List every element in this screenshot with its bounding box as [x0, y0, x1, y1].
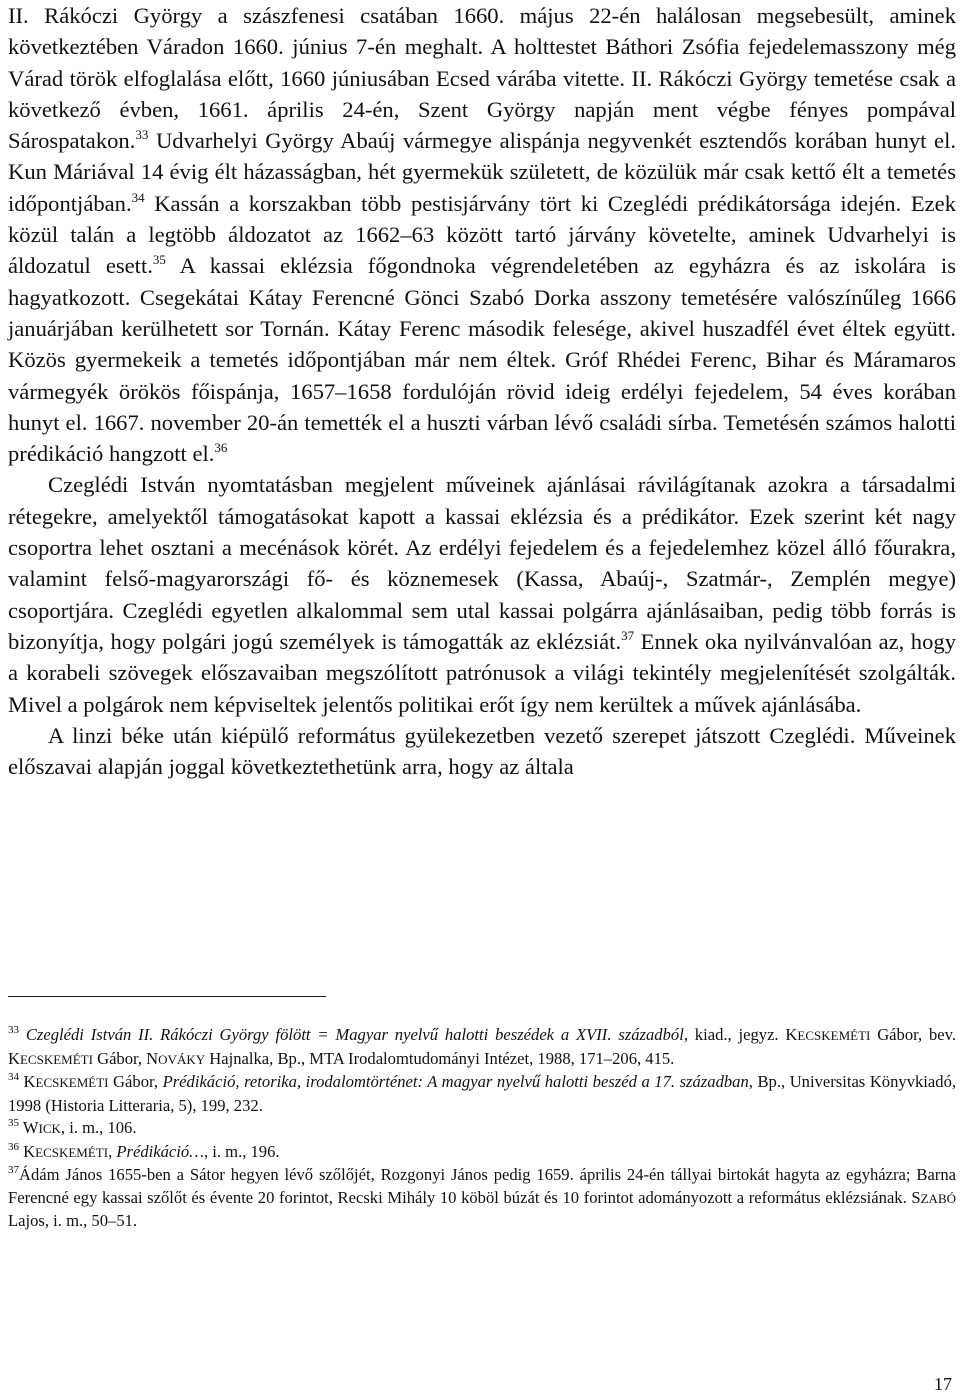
text-run: K: [19, 1141, 36, 1161]
text-run: A kassai eklézsia főgondnoka végrendeletében az egyházra és az iskolára is hagyatkozott. Csegekátai Kátay Ferencné Gönci Szabó Dorka asszony temetésére valószínűleg 1666 januárjában kerülhetett sor Tornán. Kátay Ferenc második felesége, akivel huszadfél évet éltek együtt. Közös gyermekeik a temetés időpontjában már nem éltek. Gróf Rhédei Ferenc, Bihar és Máramaros vármegyék örökös főispánja, 1657–1658 fordulóján rövid ideig erdélyi fejedelem, 54 éves korában hunyt el. 1667. november 20-án temették el a huszti várban lévő családi sírba. Temetésén számos halotti prédikáció hangzott el.: [8, 253, 956, 467]
text-run: Czeglédi István nyomtatásban megjelent műveinek ajánlásai rávilágítanak azokra a társadalmi rétegekre, amelyektől támogatásokat kapott a kassai eklézsia és a prédikátor. Ezek szerint két nagy csoportra lehet osztani a mecénások körét. Az erdélyi fejedelem és a fejedelemhez közel álló főurakra, valamint felső-magyarországi fő- és köznemesek (Kassa, Abaúj-, Szatmár-, Zemplén megye) csoportjára. Czeglédi egyetlen alkalommal sem utal kassai polgárra ajánlásaiban, pedig több forrás is bizonyítja, hogy polgári jogú személyek is támogatták az eklézsiát.: [8, 472, 956, 654]
footnote-ref: 35: [8, 1117, 19, 1129]
text-run: II. Rákóczi György a szászfenesi csatában 1660. május 22-én halálosan megsebesült, aminek következtében Váradon 1660. június 7-én meghalt. A holttestet Báthori Zsófia fejedelemasszony még Várad török elfoglalása előtt, 1660 júniusában Ecsed várába vitette. II. Rákóczi György temetése csak a következő évben, 1661. április 24-én, Szent György napján ment végbe fényes pompával Sárospatakon.: [8, 3, 956, 154]
page-number: 17: [934, 1374, 952, 1394]
text-run: Gábor, N: [92, 1048, 159, 1068]
footnote-separator: [8, 996, 326, 997]
paragraph: [8, 469, 956, 719]
italic-run: Prédikáció…: [116, 1141, 204, 1161]
small-caps-run: ECSKEMÉTI: [797, 1028, 871, 1043]
footnote-ref: 36: [214, 440, 228, 456]
small-caps-run: ECSKEMÉTI: [35, 1075, 109, 1090]
text-run: Gábor,: [108, 1072, 163, 1091]
paragraph: [8, 0, 956, 469]
text-run: , i. m., 196.: [203, 1141, 280, 1161]
text-run: Ennek oka nyilvánvalóan az, hogy a korabeli szövegek előszavaiban megszólított patrónusok a világi tekintély megjelenítését szolgálták. Mivel a polgárok nem képviseltek jelentős politikai erőt így nem kerültek a művek ajánlásába.: [8, 628, 956, 717]
italic-run: ból: [662, 1025, 684, 1044]
footnote-ref: 34: [131, 189, 145, 205]
small-caps-run: ZABÓ: [920, 1190, 956, 1206]
text-run: , kiad., jegyz. K: [683, 1025, 798, 1044]
footnote-ref: 34: [8, 1071, 19, 1083]
footnotes: [8, 1024, 956, 1233]
text-run: W: [19, 1118, 39, 1137]
paragraph: [8, 720, 956, 783]
footnote-36: [8, 1141, 956, 1165]
text-run: , i. m., 106.: [60, 1118, 137, 1137]
footnote-33: [8, 1024, 956, 1071]
footnote-ref: 37: [8, 1164, 19, 1176]
main-text: [8, 0, 956, 782]
footnote-ref: 33: [135, 127, 149, 143]
text-run: Udvarhelyi György Abaúj vármegye alispánja negyvenkét esztendős korában hunyt el. Kun Máriával 14 évig élt házasságban, hét gyermekük született, de közülük már csak kettő élt a temetés időpontjában.: [8, 128, 956, 216]
text-run: K: [19, 1072, 36, 1091]
text-run: ,: [108, 1141, 117, 1161]
text-run: Lajos, i. m., 50–51.: [8, 1211, 138, 1230]
small-caps-run: ECSKEMÉTI: [35, 1144, 109, 1160]
footnote-35: [8, 1117, 956, 1141]
italic-run: Prédikáció, retorika, irodalomtörténet: A magyar nyelvű halotti beszéd a 17. században: [162, 1072, 749, 1091]
italic-run: Czeglédi István II. Rákóczi György fölött = Magyar nyelvű halotti beszédek a XVII. század: [19, 1025, 663, 1044]
footnote-34: [8, 1071, 956, 1117]
text-run: , Bp., Universitas Könyvkiadó, 1998 (Historia Litteraria, 5), 199, 232.: [8, 1072, 957, 1115]
text-run: A linzi béke után kiépülő református gyülekezetben vezető szerepet játszott Czeglédi. Műveinek előszavai alapján joggal következtethetünk arra, hogy az általa: [8, 722, 956, 780]
footnote-ref: 35: [152, 252, 166, 268]
small-caps-run: OVÁKY: [158, 1051, 206, 1067]
text-run: Kassán a korszakban több pestisjárvány tört ki Czeglédi prédikátorsága idején. Ezek közül talán a legtöbb áldozatot az 1662–63 között tartó járvány követelte, aminek Udvarhelyi is áldozatul esett.: [8, 190, 956, 279]
small-caps-run: ECSKEMÉTI: [19, 1051, 93, 1067]
small-caps-run: ICK: [38, 1121, 61, 1136]
footnote-ref: 33: [8, 1024, 19, 1036]
text-run: Gábor, bev. K: [8, 1025, 957, 1068]
footnote-37: [8, 1164, 956, 1233]
text-run: Hajnalka, Bp., MTA Irodalomtudományi Intézet, 1988, 171–206, 415.: [205, 1048, 675, 1068]
text-run: Ádám János 1655-ben a Sátor hegyen lévő szőlőjét, Rozgonyi János pedig 1659. április 24-én tállyai birtokát hagyta az egyházra; Barna Ferencné egy kassai szőlőt és évente 20 forintot, Recski Mihály 10 köböl búzát és 10 forintot adományozott a református eklézsiának. S: [8, 1165, 956, 1207]
footnote-ref: 36: [8, 1140, 19, 1153]
footnote-ref: 37: [621, 627, 635, 643]
